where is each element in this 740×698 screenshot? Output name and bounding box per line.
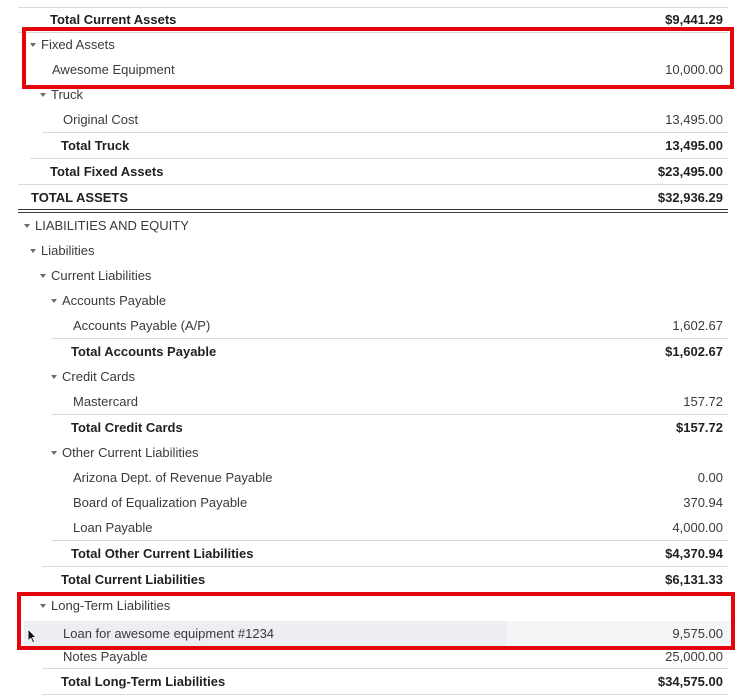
total-other-current-liabilities-row (18, 541, 728, 566)
row-label: Total Credit Cards (71, 420, 183, 435)
row-amount[interactable]: 4,000.00 (672, 520, 723, 535)
row-label: Truck (51, 87, 84, 102)
caret-down-icon[interactable] (51, 451, 57, 455)
row-label[interactable]: Loan Payable (73, 520, 153, 535)
row-label: Current Liabilities (51, 268, 152, 283)
current-liabilities-row[interactable] (18, 263, 728, 288)
row-amount: $9,441.29 (665, 12, 723, 27)
highlight-box-long-term-liabilities (17, 592, 735, 650)
caret-down-icon[interactable] (30, 249, 36, 253)
highlight-box-fixed-assets (22, 27, 734, 89)
row-amount: $23,495.00 (657, 164, 723, 179)
accounts-payable-row[interactable] (18, 288, 728, 313)
row-amount[interactable]: 0.00 (697, 470, 723, 485)
arizona-dept-row[interactable] (18, 465, 728, 490)
caret-down-icon[interactable] (24, 224, 30, 228)
total-current-liabilities-row (18, 567, 728, 592)
row-amount: $32,936.29 (657, 190, 723, 205)
row-amount[interactable]: 1,602.67 (672, 318, 723, 333)
board-of-equalization-row[interactable] (18, 490, 728, 515)
credit-cards-row[interactable] (18, 364, 728, 389)
total-credit-cards-row (18, 415, 728, 440)
caret-down-icon[interactable] (40, 93, 46, 97)
row-amount[interactable]: 9,575.00 (672, 626, 723, 641)
row-amount: $34,575.00 (657, 674, 723, 689)
row-label[interactable]: Loan for awesome equipment #1234 (63, 626, 275, 641)
caret-down-icon[interactable] (51, 299, 57, 303)
row-label: Total Current Assets (50, 12, 177, 27)
row-label[interactable]: Board of Equalization Payable (73, 495, 248, 510)
row-label[interactable]: Awesome Equipment (52, 62, 175, 77)
row-label[interactable]: Accounts Payable (A/P) (73, 318, 211, 333)
total-truck-row (18, 133, 728, 158)
row-amount: $1,602.67 (665, 344, 723, 359)
row-label: Fixed Assets (41, 37, 115, 52)
row-amount[interactable]: 13,495.00 (665, 112, 723, 127)
row-amount[interactable]: 370.94 (683, 495, 723, 510)
caret-down-icon[interactable] (40, 274, 46, 278)
total-long-term-liabilities-row (18, 669, 728, 694)
row-label: Total Fixed Assets (50, 164, 164, 179)
mouse-pointer-icon (27, 628, 37, 644)
row-label: Total Current Liabilities (61, 572, 206, 587)
row-label: Total Accounts Payable (71, 344, 217, 359)
row-label[interactable]: Mastercard (73, 394, 139, 409)
other-current-liabilities-row[interactable] (18, 440, 728, 465)
row-label: Long-Term Liabilities (51, 598, 171, 613)
row-amount: 13,495.00 (665, 138, 723, 153)
row-label: Total Truck (61, 138, 130, 153)
row-label: Other Current Liabilities (62, 445, 199, 460)
row-label: Total Long-Term Liabilities (61, 674, 226, 689)
row-label: Accounts Payable (62, 293, 167, 308)
row-amount[interactable]: 10,000.00 (665, 62, 723, 77)
row-label: Credit Cards (62, 369, 135, 384)
row-amount: $157.72 (676, 420, 723, 435)
row-label: Total Other Current Liabilities (71, 546, 254, 561)
row-amount: $6,131.33 (665, 572, 723, 587)
row-divider (42, 694, 728, 695)
total-accounts-payable-row (18, 339, 728, 364)
row-label: Liabilities (41, 243, 95, 258)
loan-payable-row[interactable] (18, 515, 728, 540)
row-label[interactable]: Original Cost (63, 112, 139, 127)
row-label[interactable]: Arizona Dept. of Revenue Payable (73, 470, 273, 485)
caret-down-icon[interactable] (51, 375, 57, 379)
accounts-payable-ap-row[interactable] (18, 313, 728, 338)
mastercard-row[interactable] (18, 389, 728, 414)
row-amount[interactable]: 25,000.00 (665, 649, 723, 664)
row-label: LIABILITIES AND EQUITY (35, 218, 189, 233)
row-amount: $4,370.94 (665, 546, 723, 561)
liabilities-and-equity-row[interactable] (18, 213, 728, 238)
total-assets-row (18, 185, 728, 210)
liabilities-row[interactable] (18, 238, 728, 263)
original-cost-row[interactable] (18, 107, 728, 132)
total-fixed-assets-row (18, 159, 728, 184)
row-amount[interactable]: 157.72 (683, 394, 723, 409)
row-label: TOTAL ASSETS (31, 190, 129, 205)
row-label[interactable]: Notes Payable (63, 649, 148, 664)
